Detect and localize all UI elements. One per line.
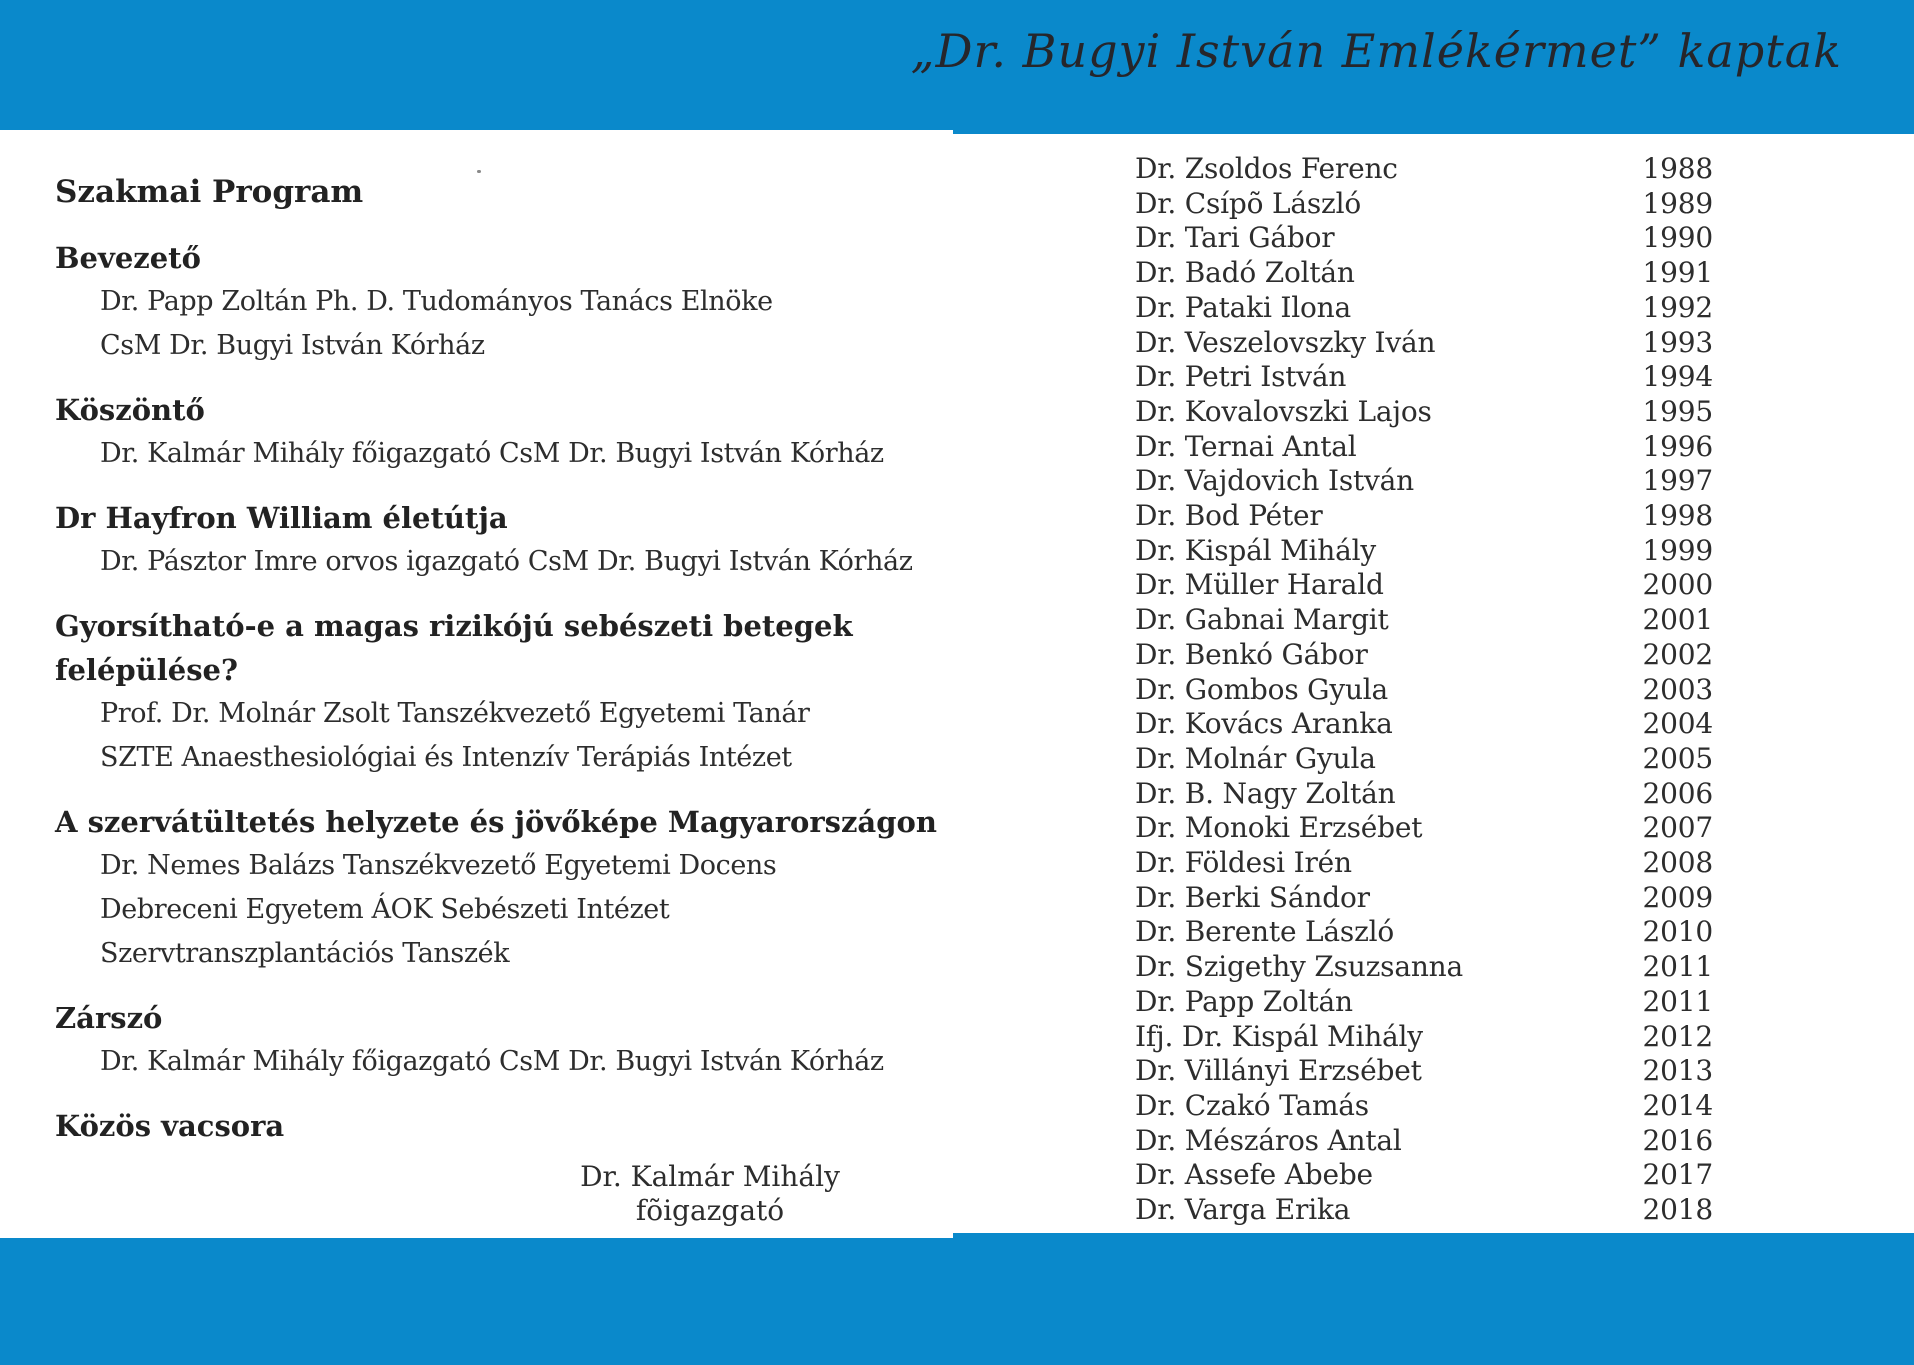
recipient-row	[1135, 464, 1713, 499]
recipient-year: 1989	[1642, 186, 1713, 220]
recipient-year: 2003	[1642, 672, 1713, 706]
recipient-row	[1135, 811, 1713, 846]
section-heading: Gyorsítható-e a magas rizikójú sebészeti betegek	[55, 609, 853, 643]
section-detail-line: CsM Dr. Bugyi István Kórház	[100, 330, 485, 361]
recipient-name: Dr. Csípõ László	[1135, 186, 1362, 220]
recipient-year: 1999	[1642, 533, 1713, 567]
section-heading: Köszöntő	[55, 393, 205, 427]
recipient-row	[1135, 1054, 1713, 1089]
section-detail-line: Szervtranszplantációs Tanszék	[100, 938, 510, 969]
recipient-year: 2010	[1642, 915, 1713, 949]
recipient-row	[1135, 1124, 1713, 1159]
recipient-year: 2011	[1642, 984, 1713, 1018]
recipient-row	[1135, 846, 1713, 881]
program-section	[55, 236, 815, 368]
recipient-year: 2006	[1642, 776, 1713, 810]
recipient-name: Dr. Zsoldos Ferenc	[1135, 152, 1398, 185]
program-section	[55, 496, 913, 584]
recipient-year: 2007	[1642, 811, 1713, 845]
recipient-name: Dr. Assefe Abebe	[1135, 1158, 1373, 1192]
recipient-row	[1135, 881, 1713, 916]
recipient-row	[1135, 707, 1713, 742]
section-heading: Bevezető	[55, 241, 201, 275]
recipient-year: 1995	[1642, 394, 1713, 428]
recipient-row	[1135, 1020, 1713, 1055]
recipient-name: Dr. B. Nagy Zoltán	[1135, 776, 1396, 810]
recipient-row	[1135, 291, 1713, 326]
section-heading: A szervátültetés helyzete és jövőképe Magyarországon	[55, 805, 937, 839]
recipient-name: Dr. Szigethy Zsuzsanna	[1135, 950, 1463, 984]
bottom-band-left	[0, 1238, 953, 1365]
recipient-name: Dr. Tari Gábor	[1135, 221, 1335, 255]
recipient-name: Dr. Berente László	[1135, 915, 1395, 949]
section-detail-line: SZTE Anaesthesiológiai és Intenzív Terápiás Intézet	[100, 742, 792, 773]
section-detail-line: Dr. Papp Zoltán Ph. D. Tudományos Tanács Elnöke	[100, 286, 773, 317]
recipient-year: 2017	[1642, 1158, 1713, 1192]
recipient-row	[1135, 499, 1713, 534]
recipient-row	[1135, 187, 1713, 222]
recipient-name: Dr. Molnár Gyula	[1135, 741, 1376, 775]
recipient-year: 2013	[1642, 1054, 1713, 1088]
recipient-year: 2009	[1642, 880, 1713, 914]
recipient-row	[1135, 638, 1713, 673]
recipient-row	[1135, 1193, 1713, 1228]
program-section	[55, 388, 884, 476]
recipient-name: Dr. Földesi Irén	[1135, 846, 1352, 880]
recipient-row	[1135, 985, 1713, 1020]
recipient-name: Ifj. Dr. Kispál Mihály	[1135, 1019, 1423, 1053]
recipient-year: 2002	[1642, 637, 1713, 671]
recipient-name: Dr. Mészáros Antal	[1135, 1123, 1402, 1157]
recipient-row	[1135, 915, 1713, 950]
signature-role: fõigazgató	[635, 1194, 785, 1227]
recipient-year: 2001	[1642, 603, 1713, 637]
section-heading: Dr Hayfron William életútja	[55, 501, 508, 535]
section-detail-line: Dr. Kalmár Mihály főigazgató CsM Dr. Bugyi István Kórház	[100, 438, 884, 469]
recipient-row	[1135, 950, 1713, 985]
recipient-name: Dr. Gombos Gyula	[1135, 672, 1389, 706]
recipient-row	[1135, 777, 1713, 812]
recipient-year: 2008	[1642, 846, 1713, 880]
recipient-name: Dr. Ternai Antal	[1135, 429, 1357, 463]
recipient-name: Dr. Kispál Mihály	[1135, 533, 1376, 567]
recipient-row	[1135, 742, 1713, 777]
recipient-year: 1997	[1642, 464, 1713, 498]
recipient-name: Dr. Villányi Erzsébet	[1135, 1054, 1422, 1088]
recipient-year: 2011	[1642, 950, 1713, 984]
recipient-name: Dr. Badó Zoltán	[1135, 256, 1355, 290]
recipient-year: 2005	[1642, 741, 1713, 775]
recipient-row	[1135, 1158, 1713, 1193]
recipient-name: Dr. Bod Péter	[1135, 499, 1323, 533]
recipients-list	[1135, 152, 1713, 1228]
signature-block	[490, 1160, 930, 1228]
recipient-row	[1135, 360, 1713, 395]
recipient-name: Dr. Varga Erika	[1135, 1193, 1351, 1227]
section-heading: Közös vacsora	[55, 1109, 285, 1143]
recipient-name: Dr. Kovács Aranka	[1135, 707, 1393, 741]
section-heading: felépülése?	[55, 653, 238, 687]
section-detail-line: Dr. Nemes Balázs Tanszékvezető Egyetemi Docens	[100, 850, 777, 881]
section-detail-line: Dr. Pásztor Imre orvos igazgató CsM Dr. Bugyi István Kórház	[100, 546, 913, 577]
recipient-row	[1135, 673, 1713, 708]
recipient-name: Dr. Pataki Ilona	[1135, 290, 1352, 324]
recipient-row	[1135, 430, 1713, 465]
recipient-name: Dr. Monoki Erzsébet	[1135, 811, 1423, 845]
signature-name: Dr. Kalmár Mihály	[580, 1160, 840, 1193]
program-section	[55, 800, 937, 976]
recipient-row	[1135, 603, 1713, 638]
recipient-year: 1994	[1642, 360, 1713, 394]
program-title: Szakmai Program	[55, 174, 364, 210]
program-section	[55, 996, 884, 1084]
recipient-name: Dr. Papp Zoltán	[1135, 984, 1353, 1018]
recipient-year: 2000	[1642, 568, 1713, 602]
program-column	[55, 172, 937, 1148]
recipient-name: Dr. Czakó Tamás	[1135, 1088, 1369, 1122]
recipient-row	[1135, 534, 1713, 569]
recipient-year: 2012	[1642, 1019, 1713, 1053]
section-detail-line: Prof. Dr. Molnár Zsolt Tanszékvezető Egyetemi Tanár	[100, 698, 810, 729]
bottom-band-right	[953, 1233, 1914, 1365]
recipient-name: Dr. Benkó Gábor	[1135, 637, 1368, 671]
recipient-year: 1996	[1642, 429, 1713, 463]
program-section	[55, 1104, 815, 1148]
recipient-name: Dr. Müller Harald	[1135, 568, 1384, 602]
recipient-name: Dr. Petri István	[1135, 360, 1347, 394]
recipient-year: 1990	[1642, 221, 1713, 255]
recipient-name: Dr. Kovalovszki Lajos	[1135, 394, 1432, 428]
recipient-row	[1135, 152, 1713, 187]
program-section	[55, 604, 853, 780]
recipient-year: 1992	[1642, 290, 1713, 324]
recipient-row	[1135, 221, 1713, 256]
top-band-left	[0, 0, 953, 130]
recipient-name: Dr. Vajdovich István	[1135, 464, 1414, 498]
section-heading: Zárszó	[55, 1001, 163, 1035]
section-detail-line: Debreceni Egyetem ÁOK Sebészeti Intézet	[100, 894, 670, 925]
recipient-row	[1135, 395, 1713, 430]
program-sections	[55, 236, 937, 1148]
recipient-row	[1135, 326, 1713, 361]
recipient-year: 1991	[1642, 256, 1713, 290]
recipient-name: Dr. Veszelovszky Iván	[1135, 325, 1436, 359]
recipient-row	[1135, 1089, 1713, 1124]
page-title: „Dr. Bugyi István Emlékérmet” kaptak	[910, 24, 1842, 78]
recipient-year: 1993	[1642, 325, 1713, 359]
recipient-row	[1135, 256, 1713, 291]
recipient-year: 1998	[1642, 499, 1713, 533]
recipient-name: Dr. Gabnai Margit	[1135, 603, 1389, 637]
recipient-year: 2004	[1642, 707, 1713, 741]
section-detail-line: Dr. Kalmár Mihály főigazgató CsM Dr. Bugyi István Kórház	[100, 1046, 884, 1077]
recipient-year: 2018	[1642, 1193, 1713, 1227]
recipient-row	[1135, 568, 1713, 603]
recipient-name: Dr. Berki Sándor	[1135, 880, 1370, 914]
recipient-year: 2016	[1642, 1123, 1713, 1157]
recipient-year: 2014	[1642, 1088, 1713, 1122]
recipient-year: 1988	[1642, 152, 1713, 185]
